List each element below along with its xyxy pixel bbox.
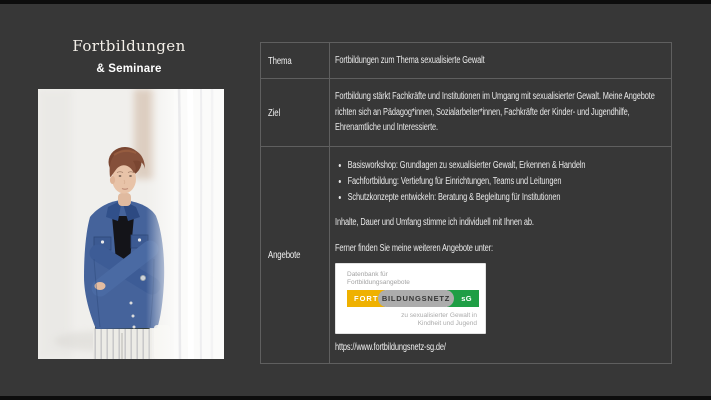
table-row-thema — [261, 43, 671, 78]
letterbox-bottom — [0, 396, 711, 400]
logo-banner — [347, 290, 479, 307]
website-link-text[interactable]: https://www.fortbildungsnetz-sg.de/ — [335, 342, 446, 353]
portrait-photo — [38, 89, 224, 359]
logo-segment-sg: sG — [447, 290, 479, 307]
thema-text: Fortbildungen zum Thema sexualisierte Gewalt — [335, 54, 485, 66]
offer-bullet-list — [335, 158, 663, 206]
offer-paragraph-individual: Inhalte, Dauer und Umfang stimme ich individuell mit Ihnen ab. — [335, 217, 534, 228]
website-link[interactable] — [335, 340, 663, 356]
table-row-ziel — [261, 78, 671, 146]
fortbildungsnetz-logo — [335, 263, 486, 334]
table-row-angebote — [261, 146, 671, 363]
logo-caption-line1: Datenbank für — [347, 271, 388, 278]
page-title: Fortbildungen — [72, 37, 186, 55]
logo-caption-line4: Kindheit und Jugend — [417, 320, 477, 327]
row-label-thema-text: Thema — [268, 54, 292, 67]
logo-caption-line2: Fortbildungsangebote — [347, 279, 410, 286]
logo-caption-line3: zu sexualisierter Gewalt in — [401, 312, 477, 319]
logo-segment-bildungsnetz: BILDUNGSNETZ — [378, 290, 454, 307]
row-value-angebote — [330, 147, 671, 363]
row-value-thema — [330, 43, 671, 78]
row-label-thema — [261, 43, 330, 78]
row-value-ziel — [330, 79, 671, 146]
bullet-item: • Fachfortbildung: Vertiefung für Einrichtungen, Teams und Leitungen — [348, 174, 663, 190]
logo-caption-top — [347, 271, 410, 287]
ziel-text: Fortbildung stärkt Fachkräfte und Institutionen im Umgang mit sexualisierter Gewalt. Meine Angebote richten sich an Pädagog*innen, Sozialarbeiter*innen, Fachkräfte der Kinder- und Jugendhilfe, Ehrenamtliche und Interessierte. — [335, 91, 655, 133]
row-label-angebote — [261, 147, 330, 363]
offer-paragraph-more: Ferner finden Sie meine weiteren Angebote unter: — [335, 242, 493, 254]
row-label-ziel-text: Ziel — [268, 106, 281, 119]
bullet-item: • Basisworkshop: Grundlagen zu sexualisierter Gewalt, Erkennen & Handeln — [348, 158, 663, 174]
info-table — [260, 42, 672, 364]
logo-caption-bottom — [401, 312, 477, 328]
logo-segment-fort: FORT — [347, 290, 385, 307]
portrait-photo-illustration — [38, 89, 224, 359]
row-label-ziel — [261, 79, 330, 146]
page-subtitle: & Seminare — [96, 63, 162, 75]
letterbox-top — [0, 0, 711, 4]
row-label-angebote-text: Angebote — [268, 249, 301, 261]
bullet-item: • Schutzkonzepte entwickeln: Beratung & Begleitung für Institutionen — [348, 190, 663, 206]
